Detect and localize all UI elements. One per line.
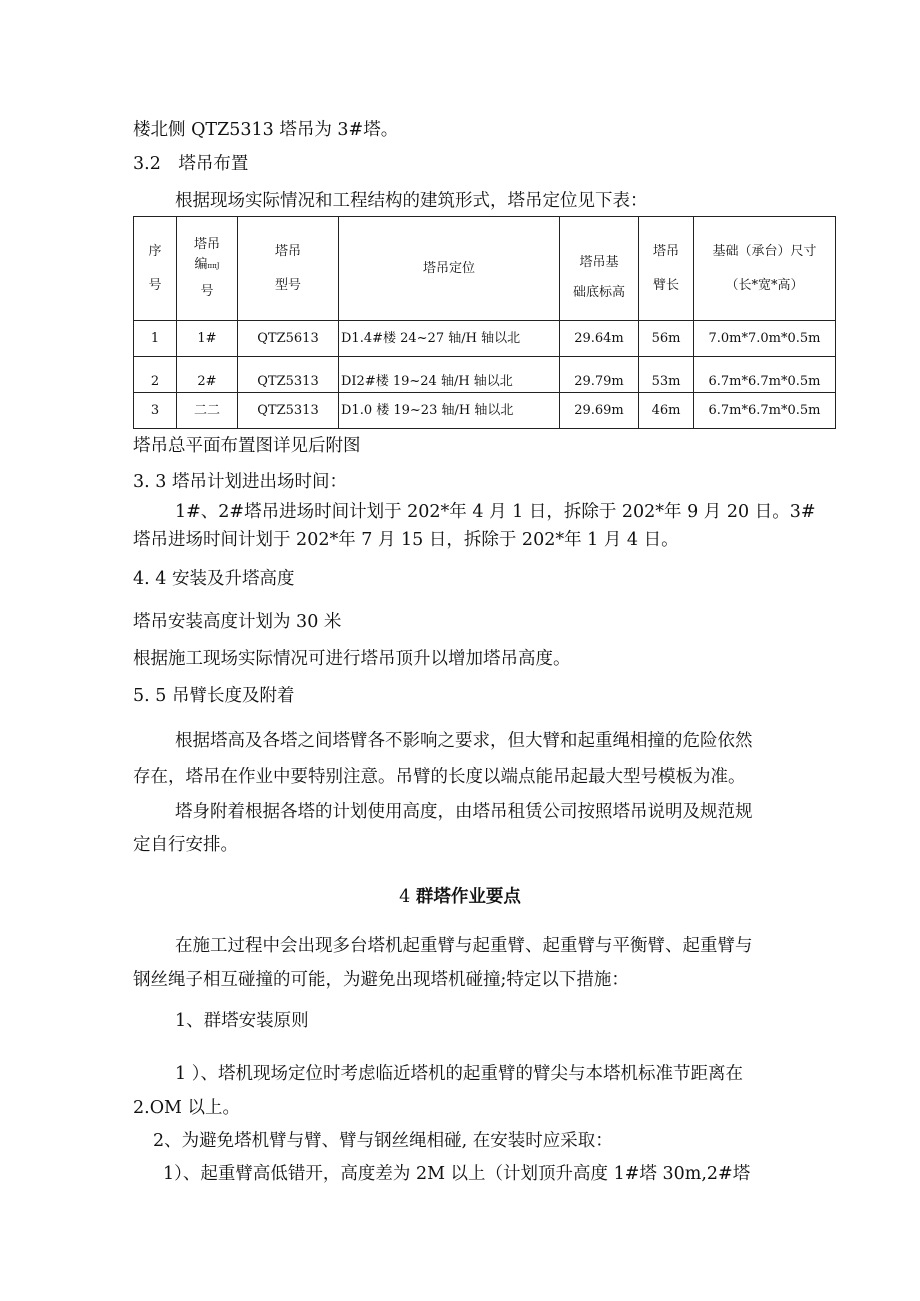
text-line: 1 ）、塔机现场定位时考虑临近塔机的起重臂的臂尖与本塔机标准节距离在: [175, 1064, 743, 1084]
cell-elevation: 29.79m: [560, 357, 639, 393]
header-cell: 塔吊基 础底标高: [560, 217, 639, 321]
text-line: 塔吊进场时间计划于 202*年 7 月 15 日，拆除于 202*年 1 月 4 日。: [133, 530, 679, 550]
cell-size: 7.0m*7.0m*0.5m: [694, 321, 836, 357]
text-line: 塔吊总平面布置图详见后附图: [133, 436, 361, 456]
text-line: 2.OM 以上。: [133, 1098, 241, 1118]
cell-code: 2#: [177, 357, 238, 393]
cell-position: D1.4#楼 24~27 轴/H 轴以北: [339, 321, 560, 357]
section-title: 5. 5 吊臂长度及附着: [133, 686, 295, 706]
text-line: 钢丝绳子相互碰撞的可能，为避免出现塔机碰撞;特定以下措施：: [133, 970, 629, 990]
section-title: 3. 3 塔吊计划进出场时间：: [133, 472, 347, 492]
text-line: 1）、起重臂高低错开，高度差为 2M 以上（计划顶升高度 1#塔 30m,2#塔: [163, 1164, 751, 1184]
text-line: 存在，塔吊在作业中要特别注意。吊臂的长度以端点能吊起最大型号模板为准。: [133, 767, 746, 787]
text-line: 在施工过程中会出现多台塔机起重臂与起重臂、起重臂与平衡臂、起重臂与: [175, 936, 753, 956]
cell-size: 6.7m*6.7m*0.5m: [694, 393, 836, 429]
cell-elevation: 29.69m: [560, 393, 639, 429]
cell-elevation: 29.64m: [560, 321, 639, 357]
cell-model: QTZ5313: [238, 393, 339, 429]
text-line: 塔身附着根据各塔的计划使用高度，由塔吊租赁公司按照塔吊说明及规范规: [175, 802, 753, 822]
section-title: 3.2 塔吊布置: [133, 154, 249, 174]
text-line: 根据塔高及各塔之间塔臂各不影响之要求，但大臂和起重绳相撞的危险依然: [175, 731, 753, 751]
text-line: 楼北侧 QTZ5313 塔吊为 3#塔。: [133, 120, 399, 140]
text-line: 塔吊安装高度计划为 30 米: [133, 612, 342, 632]
table-row: [134, 357, 836, 393]
cell-model: QTZ5613: [238, 321, 339, 357]
table-header-row: [134, 217, 836, 321]
cell-arm: 53m: [639, 357, 694, 393]
text-line: 定自行安排。: [133, 835, 238, 855]
cell-code: 二二: [177, 393, 238, 429]
header-cell: 序 号: [134, 217, 177, 321]
cell-arm: 46m: [639, 393, 694, 429]
table-row: [134, 321, 836, 357]
crane-table: [133, 216, 836, 429]
header-cell: 塔吊 型号: [238, 217, 339, 321]
cell-no: 2: [134, 357, 177, 393]
cell-no: 1: [134, 321, 177, 357]
cell-position: DI2#楼 19~24 轴/H 轴以北: [339, 357, 560, 393]
cell-position: D1.0 楼 19~23 轴/H 轴以北: [339, 393, 560, 429]
text-line: 1#、2#塔吊进场时间计划于 202*年 4 月 1 日，拆除于 202*年 9 月 20 日。3#: [175, 502, 816, 522]
cell-no: 3: [134, 393, 177, 429]
header-cell: 基础（承台）尺寸 （长*宽*高）: [694, 217, 836, 321]
header-cell: 塔吊 编ππJ 号: [177, 217, 238, 321]
section-title: 4. 4 安装及升塔高度: [133, 569, 295, 589]
chapter-heading: 4 群塔作业要点: [399, 887, 521, 907]
header-cell: 塔吊 臂长: [639, 217, 694, 321]
header-cell: 塔吊定位: [339, 217, 560, 321]
text-line: 根据现场实际情况和工程结构的建筑形式，塔吊定位见下表：: [175, 191, 648, 211]
cell-arm: 56m: [639, 321, 694, 357]
cell-model: QTZ5313: [238, 357, 339, 393]
cell-size: 6.7m*6.7m*0.5m: [694, 357, 836, 393]
table-row: [134, 393, 836, 429]
text-line: 2、为避免塔机臂与臂、臂与钢丝绳相碰, 在安装时应采取：: [153, 1131, 613, 1151]
text-line: 1、群塔安装原则: [175, 1011, 309, 1031]
cell-code: 1#: [177, 321, 238, 357]
text-line: 根据施工现场实际情况可进行塔吊顶升以增加塔吊高度。: [133, 649, 571, 669]
